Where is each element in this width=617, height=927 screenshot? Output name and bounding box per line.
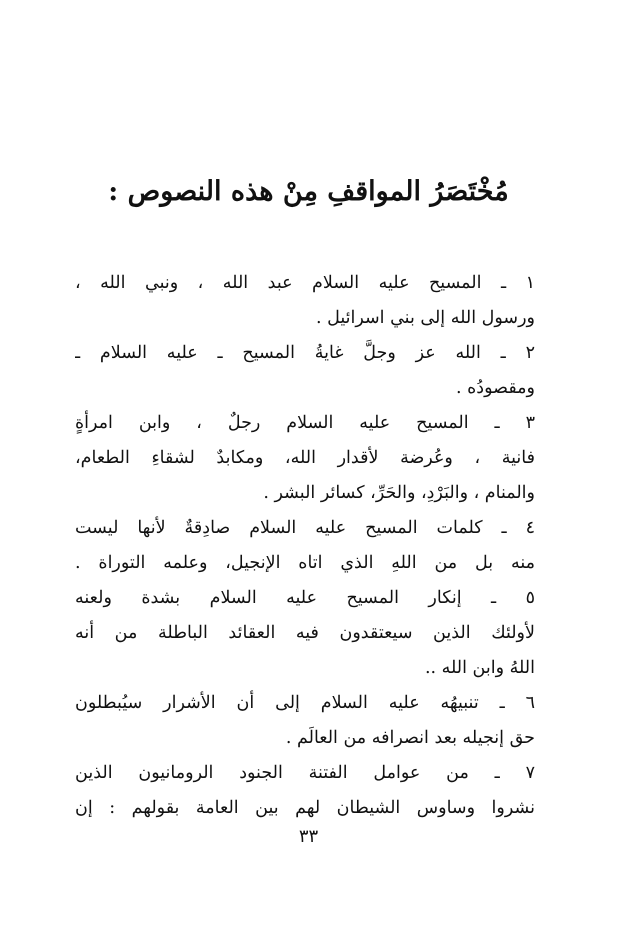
text-line: ١ ـ المسيح عليه السلام عبد الله ، ونبي الله ،: [75, 273, 535, 293]
text-line: ومقصودُه .: [456, 378, 535, 398]
text-line: ٦ ـ تنبيهُه عليه السلام إلى أن الأشرار سيُبطلون: [75, 693, 535, 713]
text-line: ٧ ـ من عوامل الفتنة الجنود الرومانيون الذين: [75, 763, 535, 783]
text-line: منه بل من اللهِ الذي اتاه الإنجيل، وعلمه التوراة .: [75, 553, 535, 573]
text-line: ٢ ـ الله عز وجلَّ غايةُ المسيح ـ عليه السلام ـ: [75, 343, 535, 363]
text-line: فانية ، وعُرضة لأقدار الله، ومكابدٌ لشقاءِ الطعام،: [75, 448, 535, 468]
text-line: اللهُ وابن الله ..: [424, 658, 535, 678]
text-line: ورسول الله إلى بني اسرائيل .: [315, 308, 535, 328]
text-line: ٥ ـ إنكار المسيح عليه السلام بشدة ولعنه: [75, 588, 535, 608]
text-line: نشروا وساوس الشيطان لهم بين العامة بقولهم : إن: [75, 798, 535, 818]
text-line: ٣ ـ المسيح عليه السلام رجلٌ ، وابن امرأةٍ: [75, 413, 535, 433]
page-number: ٣٣: [298, 826, 319, 847]
text-line: حق إنجيله بعد انصرافه من العالَم .: [285, 728, 535, 748]
section-title: مُخْتَصَرُ المواقفِ مِنْ هذه النصوص :: [108, 176, 509, 207]
text-line: والمنام ، والبَرْدِ، والحَرِّ، كسائر البشر .: [263, 483, 535, 503]
text-line: لأولئك الذين سيعتقدون فيه العقائد الباطلة من أنه: [75, 623, 535, 643]
text-line: ٤ ـ كلمات المسيح عليه السلام صادِقةٌ لأنها ليست: [75, 518, 535, 538]
body-text: [75, 266, 535, 826]
